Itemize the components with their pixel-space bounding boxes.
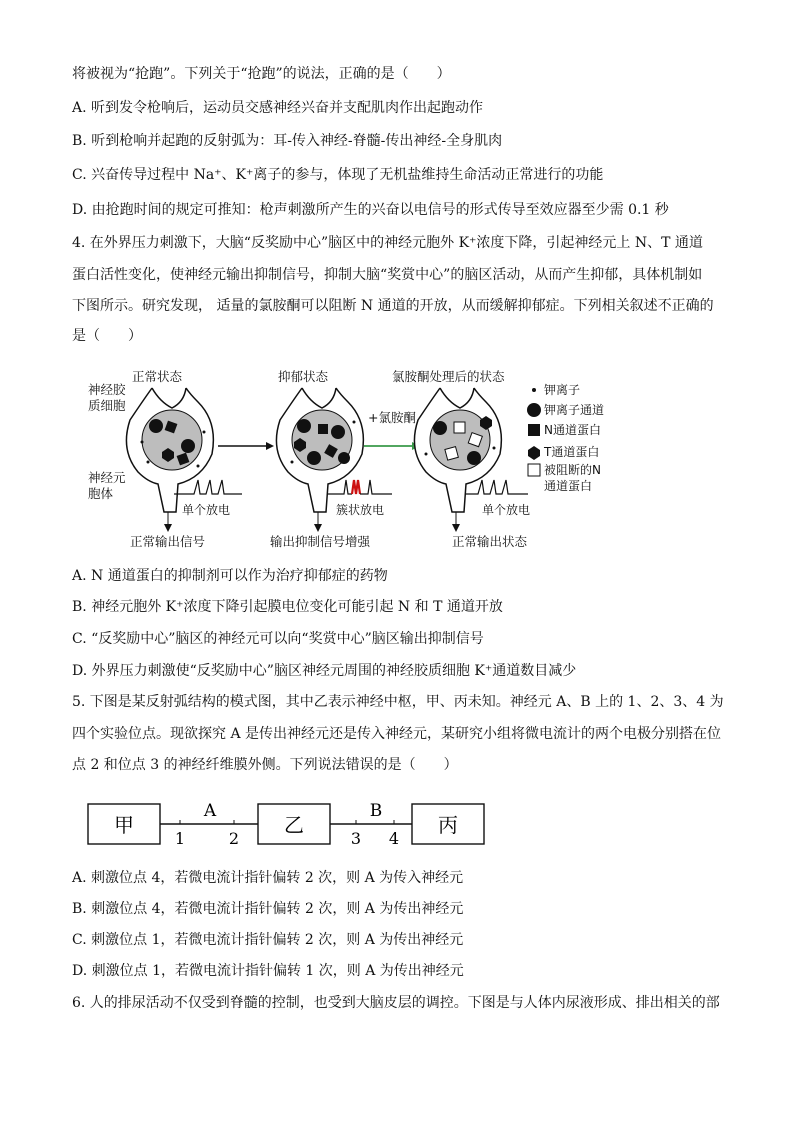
legend-blocked-n-icon (528, 464, 540, 476)
legend-n-channel-icon (528, 424, 540, 436)
single-discharge-label-1: 单个放电 (182, 503, 231, 517)
legend-k-ion-icon (532, 388, 536, 392)
output-normal-label: 正常输出信号 (130, 534, 206, 549)
trace-burst (328, 480, 392, 494)
question4-stem-3: 下图所示。研究发现， 适量的氯胺酮可以阻断 N 通道的开放，从而缓解抑郁症。下列相关叙述不正确的 (72, 298, 714, 314)
box-bing-label: 丙 (438, 813, 458, 837)
box-jia-label: 甲 (114, 813, 134, 837)
state-normal-title: 正常状态 (132, 369, 183, 384)
site-3-label: 3 (350, 829, 362, 848)
soma-label: 神经元 (88, 470, 126, 485)
figure-neuron-states (82, 362, 722, 552)
q3-option-c: C. 兴奋传导过程中 Na⁺、K⁺离子的参与，体现了无机盐维持生命活动正常进行的功能 (72, 167, 604, 183)
question4-stem-1: 4. 在外界压力刺激下，大脑“反奖励中心”脑区中的神经元胞外 K⁺浓度下降，引起神经元上 N、T 通道 (72, 235, 703, 251)
neuron-b-label: B (369, 801, 383, 821)
svg-text:被阻断的N: 被阻断的N (544, 463, 601, 477)
box-yi-label: 乙 (284, 813, 304, 837)
question4-stem-2: 蛋白活性变化，使神经元输出抑制信号，抑制大脑“奖赏中心”的脑区活动，从而产生抑郁，具体机制如 (72, 267, 703, 283)
single-discharge-label-2: 单个放电 (482, 503, 531, 517)
q5-option-d: D. 刺激位点 1，若微电流计指针偏转 1 次，则 A 为传出神经元 (72, 963, 464, 979)
question3-stem-end: 将被视为“抢跑”。下列关于“抢跑”的说法，正确的是（ ） (72, 66, 451, 82)
question5-stem-1: 5. 下图是某反射弧结构的模式图，其中乙表示神经中枢，甲、丙未知。神经元 A、B 上的 1、2、3、4 为 (72, 694, 724, 710)
site-1-label: 1 (174, 829, 186, 848)
question5-stem-3: 点 2 和位点 3 的神经纤维膜外侧。下列说法错误的是（ ） (72, 757, 458, 773)
site-2-label: 2 (228, 829, 240, 848)
question6-stem-1: 6. 人的排尿活动不仅受到脊髓的控制，也受到大脑皮层的调控。下图是与人体内尿液形成、排出相关的部 (72, 995, 720, 1011)
question4-stem-4: 是（ ） (72, 328, 142, 344)
q4-option-b: B. 神经元胞外 K⁺浓度下降引起膜电位变化可能引起 N 和 T 通道开放 (72, 599, 503, 615)
q5-option-b: B. 刺激位点 4，若微电流计指针偏转 2 次，则 A 为传出神经元 (72, 901, 464, 917)
state-treated-title: 氯胺酮处理后的状态 (392, 369, 505, 384)
output-enhanced-label: 输出抑制信号增强 (270, 534, 371, 549)
svg-text:钾离子通道: 钾离子通道 (544, 403, 605, 417)
legend-k-channel-icon (527, 403, 541, 417)
glia-label: 神经胶 (88, 382, 126, 397)
q4-option-d: D. 外界压力刺激使“反奖励中心”脑区神经元周围的神经胶质细胞 K⁺通道数目减少 (72, 663, 577, 679)
q4-option-c: C. “反奖励中心”脑区的神经元可以向“奖赏中心”脑区输出抑制信号 (72, 631, 484, 647)
legend-t-channel-icon (528, 446, 540, 460)
legend (527, 382, 604, 493)
neuron-a-label: A (203, 801, 217, 821)
q5-option-a: A. 刺激位点 4，若微电流计指针偏转 2 次，则 A 为传入神经元 (72, 870, 464, 886)
svg-text:N通道蛋白: N通道蛋白 (544, 423, 601, 437)
trace-single-treated (466, 480, 528, 494)
state-depressed-title: 抑郁状态 (278, 369, 329, 384)
output-treated-label: 正常输出状态 (452, 534, 528, 549)
q4-option-a: A. N 通道蛋白的抑制剂可以作为治疗抑郁症的药物 (72, 568, 388, 584)
glia-label-2: 质细胞 (88, 398, 126, 413)
ketamine-label: +氯胺酮 (368, 410, 416, 425)
burst-discharge-label: 簇状放电 (336, 503, 385, 517)
svg-text:通道蛋白: 通道蛋白 (544, 479, 593, 493)
q3-option-d: D. 由抢跑时间的规定可推知：枪声刺激所产生的兴奋以电信号的形式传导至效应器至少需 0.1 秒 (72, 202, 669, 218)
q3-option-b: B. 听到枪响并起跑的反射弧为：耳-传入神经-脊髓-传出神经-全身肌肉 (72, 133, 503, 149)
site-4-label: 4 (388, 829, 400, 848)
q3-option-a: A. 听到发令枪响后，运动员交感神经兴奋并支配肌肉作出起跑动作 (72, 100, 484, 116)
soma-label-2: 胞体 (88, 486, 114, 501)
q5-option-c: C. 刺激位点 1，若微电流计指针偏转 2 次，则 A 为传出神经元 (72, 932, 464, 948)
question5-stem-2: 四个实验位点。现欲探究 A 是传出神经元还是传入神经元，某研究小组将微电流计的两个电极分别搭在位 (72, 726, 722, 742)
svg-text:钾离子: 钾离子 (544, 383, 581, 397)
svg-text:T通道蛋白: T通道蛋白 (544, 445, 600, 459)
figure-reflex-arc (86, 796, 490, 852)
